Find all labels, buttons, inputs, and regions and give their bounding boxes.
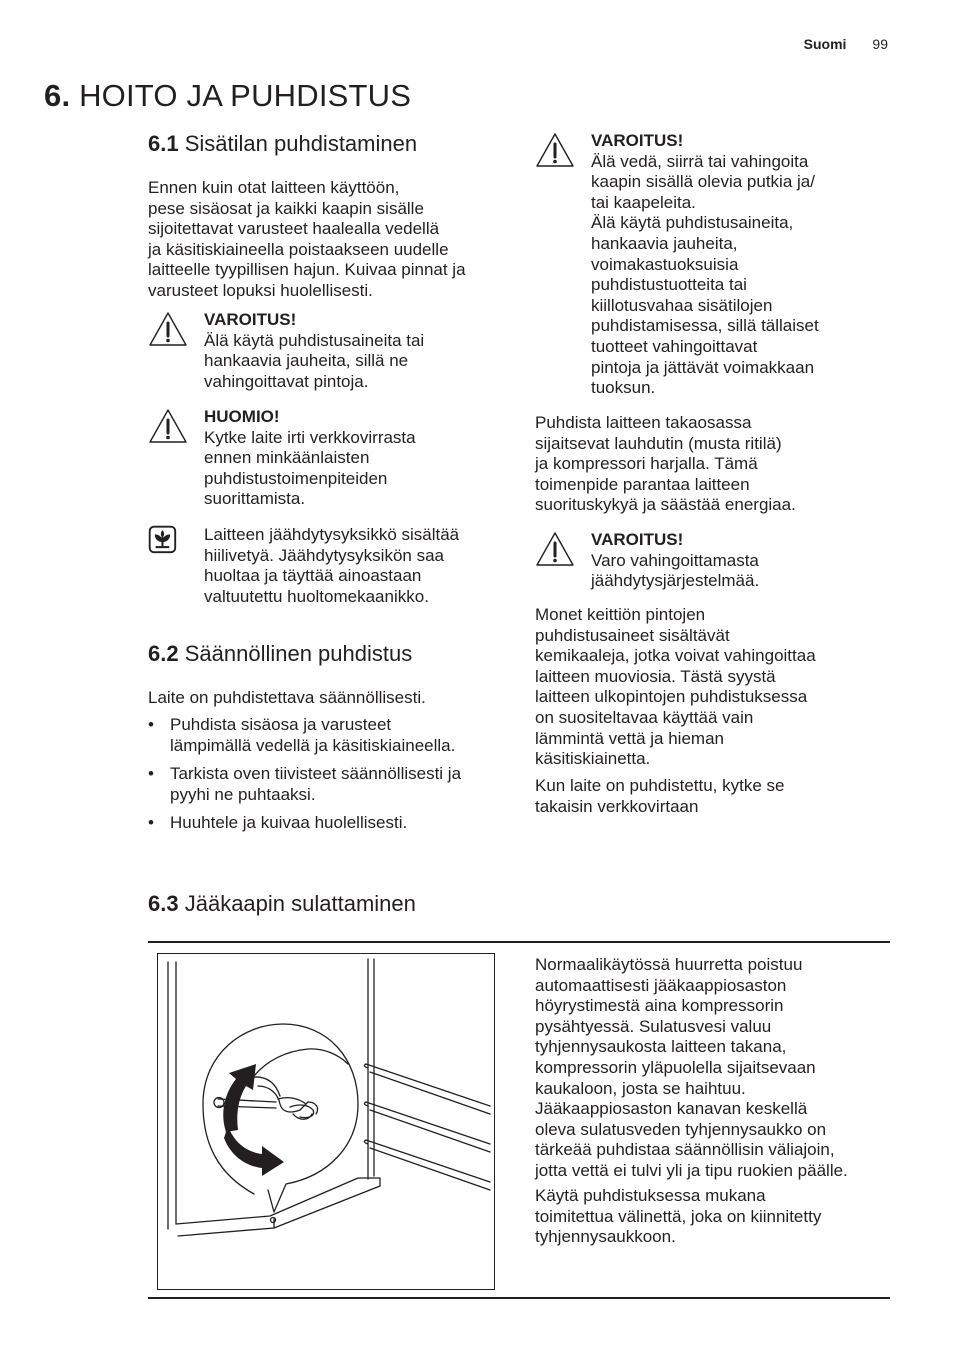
text-line: Normaalikäytössä huurretta poistuu — [535, 955, 803, 974]
text-line: puhdistustoimenpiteiden — [204, 468, 388, 488]
text-line: toimitettua välinettä, joka on kiinnitetty — [535, 1206, 822, 1226]
page-number: 99 — [872, 36, 888, 52]
text-line: tuoksun. — [591, 378, 656, 398]
text-line: lämpimällä vedellä ja käsitiskiaineella. — [170, 735, 456, 755]
environment-plant-icon — [148, 525, 182, 559]
text-line: Jääkaappiosaston kanavan keskellä — [535, 1099, 808, 1119]
text-line: laitteen ulkopintojen puhdistuksessa — [535, 687, 808, 707]
text-line: ja kompressori harjalla. Tämä — [535, 454, 758, 474]
caution-notice — [148, 407, 498, 513]
caution-label: HUOMIO! — [204, 407, 280, 426]
chapter-number: 6. — [44, 78, 71, 113]
chapter-title — [44, 78, 411, 114]
warning-label: VAROITUS! — [204, 310, 297, 329]
text-line: Puhdista laitteen takaosassa — [535, 413, 752, 432]
text-line: sijaitsevat lauhdutin (musta ritilä) — [535, 433, 782, 453]
section-title: Sisätilan puhdistaminen — [184, 131, 418, 156]
text-line: Älä käytä puhdistusaineita, — [591, 213, 794, 233]
text-line: puhdistusaineet sisältävät — [535, 625, 730, 645]
text-line: tärkeää puhdistaa säännöllisin väliajoin, — [535, 1140, 835, 1160]
environment-notice — [148, 525, 498, 611]
text-line: voimakastuoksuisia — [591, 254, 739, 274]
text-line: pese sisäosat ja kaikki kaapin sisälle — [148, 198, 424, 218]
text-line: valtuutettu huoltomekaanikko. — [204, 586, 429, 606]
warning-triangle-icon — [535, 131, 575, 171]
text-line: käsitiskiainetta. — [535, 749, 651, 769]
text-line: Varo vahingoittamasta — [591, 550, 759, 570]
section-title: Säännöllinen puhdistus — [184, 641, 413, 666]
paragraph-condenser — [535, 413, 895, 516]
paragraph-defrost — [535, 955, 895, 1182]
warning-notice — [535, 131, 895, 401]
text-line: suorituskykyä ja säästää energiaa. — [535, 495, 796, 515]
text-line: pyyhi ne puhtaaksi. — [170, 784, 316, 804]
section-number: 6.3 — [148, 891, 179, 916]
section-heading-6-1 — [148, 131, 417, 157]
section-heading-6-2 — [148, 641, 412, 667]
section-title: Jääkaapin sulattaminen — [184, 891, 416, 916]
text-line: höyrystimestä aina kompressorin — [535, 996, 784, 1016]
list-item — [148, 813, 508, 834]
text-line: kiillotusvahaa sisätilojen — [591, 295, 773, 315]
warning-notice — [535, 530, 895, 594]
text-line: Käytä puhdistuksessa mukana — [535, 1186, 766, 1205]
text-line: Älä vedä, siirrä tai vahingoita — [591, 151, 809, 171]
header-language: Suomi — [803, 36, 847, 52]
text-line: tyhjennysaukkoon. — [535, 1227, 676, 1247]
text-line: • Tarkista oven tiivisteet säännöllisesti ja — [170, 764, 462, 784]
text-line: suorittamista. — [204, 489, 306, 509]
text-line: hiilivetyä. Jäähdytysyksikön saa — [204, 545, 445, 565]
text-line: Monet keittiön pintojen — [535, 605, 706, 624]
text-line: puhdistamisessa, sillä tällaiset — [591, 316, 819, 336]
text-line: ja käsitiskiaineella poistaakseen uudelle — [148, 239, 449, 259]
list-item — [148, 715, 508, 756]
text-line: tai kaapeleita. — [591, 192, 696, 212]
text-line: takaisin verkkovirtaan — [535, 796, 699, 816]
text-line: sijoitettavat varusteet haalealla vedellä — [148, 219, 440, 239]
text-line: ennen minkäänlaisten — [204, 448, 370, 468]
defrost-illustration — [157, 953, 495, 1290]
running-header — [804, 36, 888, 52]
section-number: 6.2 — [148, 641, 179, 666]
text-line: pysähtyessä. Sulatusvesi valuu — [535, 1016, 772, 1036]
text-line: hankaavia jauheita, sillä ne — [204, 351, 409, 371]
paragraph-plastic-parts — [535, 605, 895, 770]
text-line: jotta vettä ei tulvi yli ja tipu ruokien päälle. — [535, 1160, 848, 1180]
text-line: Kytke laite irti verkkovirrasta — [204, 427, 416, 447]
text-line: lämmintä vettä ja hieman — [535, 728, 724, 748]
text-line: jäähdytysjärjestelmää. — [591, 571, 760, 591]
cleaning-bullet-list — [148, 715, 508, 842]
text-line: tuotteet vahingoittavat — [591, 336, 758, 356]
text-line: kaapin sisällä olevia putkia ja/ — [591, 172, 815, 192]
paragraph-tool — [535, 1186, 895, 1248]
warning-triangle-icon — [148, 310, 188, 350]
text-line: huoltaa ja täyttää ainoastaan — [204, 566, 422, 586]
warning-notice — [148, 310, 498, 396]
text-line: kompressorin yläpuolella sijaitsevaan — [535, 1057, 816, 1077]
warning-label: VAROITUS! — [591, 530, 684, 549]
drain-hole-cleaning-drawing — [158, 954, 494, 1289]
text-line: kemikaaleja, jotka voivat vahingoittaa — [535, 646, 816, 666]
text-line: laitteen muoviosia. Tästä syystä — [535, 666, 776, 686]
text-line: automaattisesti jääkaappiosaston — [535, 975, 787, 995]
warning-label: VAROITUS! — [591, 131, 684, 150]
paragraph-6-1-intro — [148, 178, 498, 302]
list-item — [148, 764, 508, 805]
text-line: laitteelle tyypillisen hajun. Kuivaa pinnat ja — [148, 260, 466, 280]
text-line: Älä käytä puhdistusaineita tai — [204, 330, 425, 350]
text-line: • Puhdista sisäosa ja varusteet — [170, 715, 392, 734]
section-number: 6.1 — [148, 131, 179, 156]
text-line: pintoja ja jättävät voimakkaan — [591, 357, 815, 377]
section-heading-6-3 — [148, 891, 416, 917]
chapter-title-text: HOITO JA PUHDISTUS — [79, 78, 412, 113]
paragraph-6-2-intro: Laite on puhdistettava säännöllisesti. — [148, 688, 426, 707]
warning-triangle-icon — [148, 407, 188, 447]
text-line: kaukaloon, josta se haihtuu. — [535, 1078, 746, 1098]
section-rule-top — [148, 941, 890, 943]
text-line: puhdistustuotteita tai — [591, 275, 747, 295]
text-line: vahingoittavat pintoja. — [204, 371, 369, 391]
text-line: • Huuhtele ja kuivaa huolellisesti. — [170, 813, 408, 833]
text-line: toimenpide parantaa laitteen — [535, 474, 750, 494]
text-line: Kun laite on puhdistettu, kytke se — [535, 776, 785, 795]
text-line: Laitteen jäähdytysyksikkö sisältää — [204, 525, 460, 544]
text-line: varusteet lopuksi huolellisesti. — [148, 280, 373, 300]
paragraph-reconnect — [535, 776, 895, 817]
text-line: Ennen kuin otat laitteen käyttöön, — [148, 178, 400, 197]
text-line: tyhjennysaukosta laitteen takana, — [535, 1037, 787, 1057]
text-line: oleva sulatusveden tyhjennysaukko on — [535, 1119, 827, 1139]
section-rule-bottom — [148, 1297, 890, 1299]
text-line: hankaavia jauheita, — [591, 233, 738, 253]
text-line: on suositeltavaa käyttää vain — [535, 707, 754, 727]
warning-triangle-icon — [535, 530, 575, 570]
